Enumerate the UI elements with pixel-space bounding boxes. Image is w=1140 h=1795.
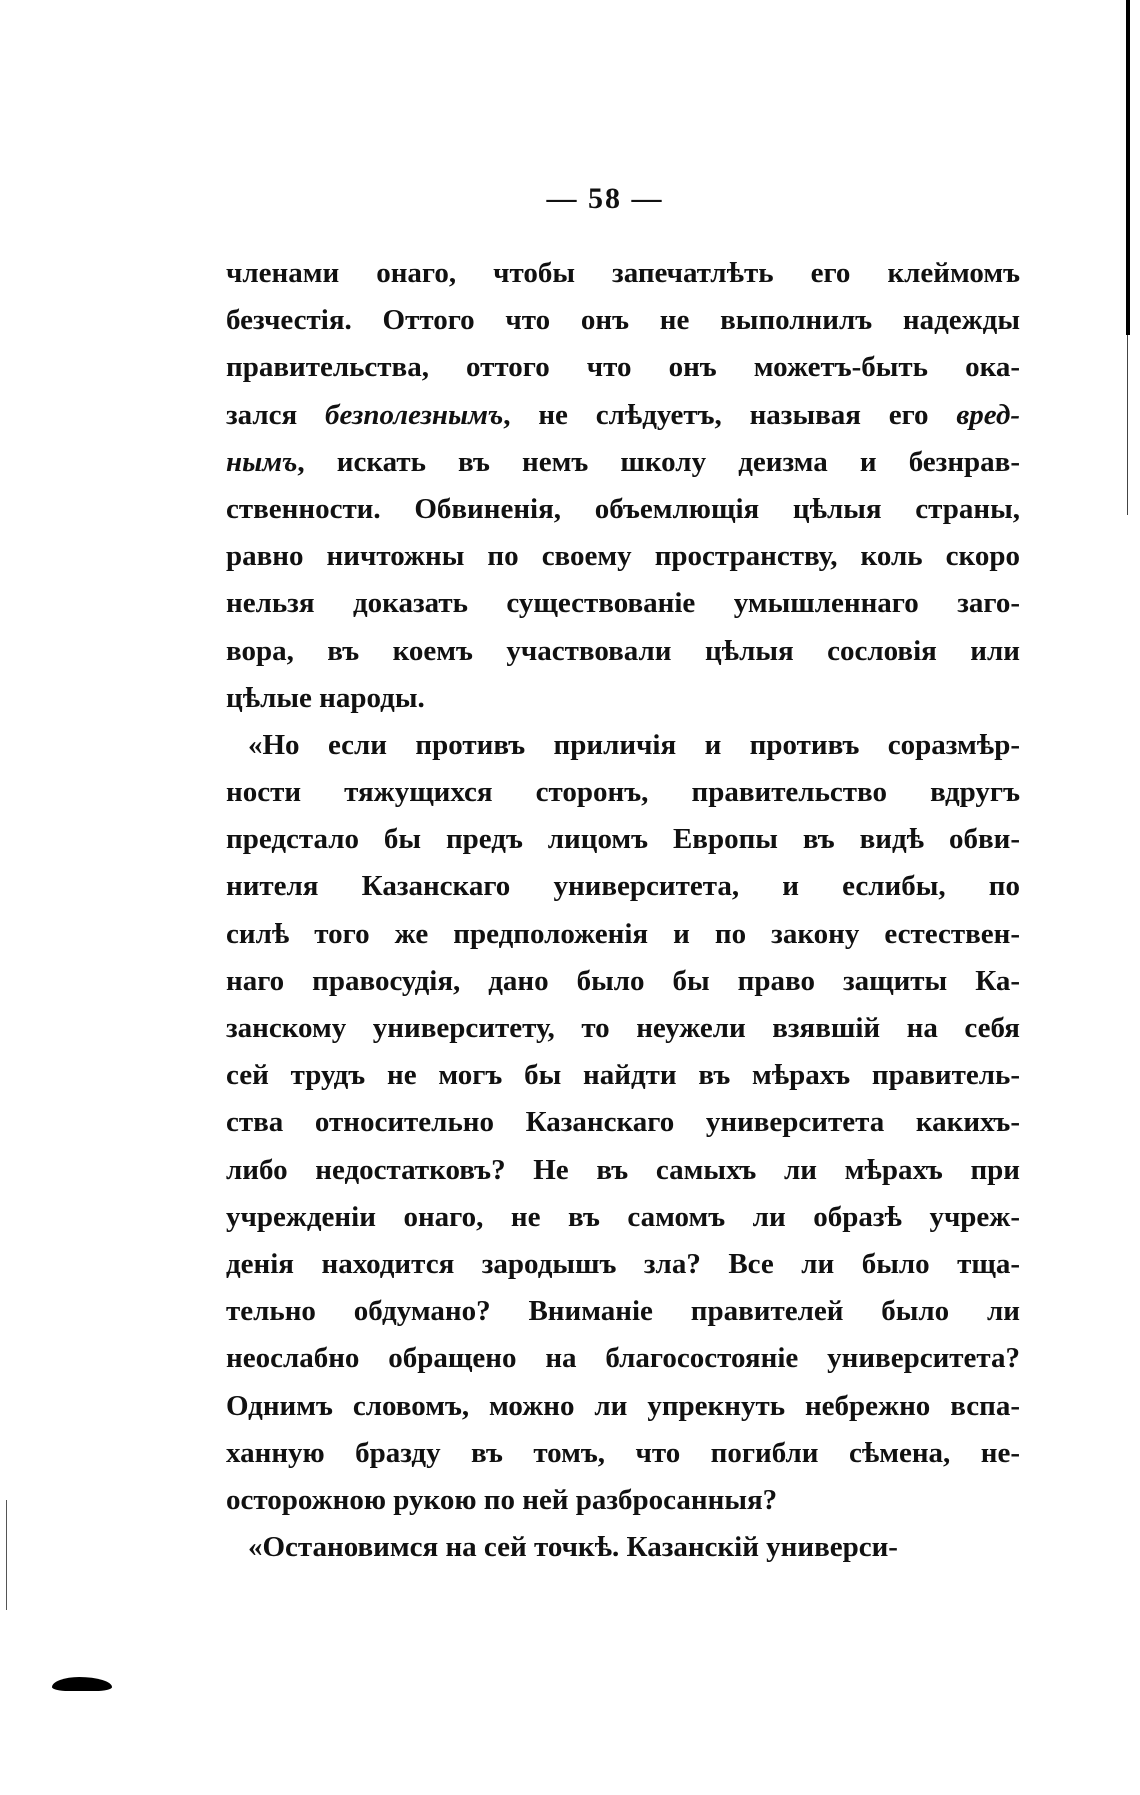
scan-edge-left <box>6 1500 7 1610</box>
text-line: нельзя доказать существованіе умышленнаго заго- <box>226 587 1020 620</box>
text-line: наго правосудія, дано было бы право защиты Ка- <box>226 964 1020 997</box>
text-line: неослабно обращено на благосостояніе университета? <box>226 1342 1020 1375</box>
italic-word: безполезнымъ <box>325 398 504 431</box>
text-line: Однимъ словомъ, можно ли упрекнуть небрежно вспа- <box>226 1389 1020 1422</box>
text-line: предстало бы предъ лицомъ Европы въ видѣ обви- <box>226 823 1020 856</box>
text-line: учрежденіи онаго, не въ самомъ ли образѣ учреж- <box>226 1200 1020 1233</box>
text-line: силѣ того же предположенія и по закону естествен- <box>226 917 1020 950</box>
text-line: «Остановимся на сей точкѣ. Казанскій универси- <box>248 1531 898 1564</box>
scan-edge-shadow-thin <box>1127 335 1128 515</box>
body-text <box>226 250 1020 1571</box>
text-line: цѣлые народы. <box>226 681 425 714</box>
text-line: «Но если противъ приличія и противъ соразмѣр- <box>248 728 1020 761</box>
scan-edge-shadow <box>1126 0 1130 335</box>
text-line: членами онаго, чтобы запечатлѣть его клеймомъ <box>226 257 1020 289</box>
text-line: правительства, оттого что онъ можетъ-быть ока- <box>226 351 1020 384</box>
text-line: тельно обдумано? Вниманіе правителей было ли <box>226 1295 1020 1328</box>
text-line: ности тяжущихся сторонъ, правительство вдругъ <box>226 776 1020 809</box>
italic-word: вред- <box>956 398 1020 431</box>
text-line: осторожною рукою по ней разбросанныя? <box>226 1483 778 1516</box>
text-line: вора, въ коемъ участвовали цѣлыя сословія или <box>226 634 1020 667</box>
text-line: нымъ, искать въ немъ школу деизма и безнрав- <box>226 445 1020 478</box>
text-line: ственности. Обвиненія, объемлющія цѣлыя страны, <box>226 492 1020 525</box>
text-line: безчестія. Оттого что онъ не выполнилъ надежды <box>226 304 1020 337</box>
text-line: равно ничтожны по своему пространству, коль скоро <box>226 540 1020 573</box>
text-line: зался безполезнымъ, не слѣдуетъ, называя его вред- <box>226 398 1020 431</box>
text-line: ханную бразду въ томъ, что погибли сѣмена, не- <box>226 1436 1020 1469</box>
text-line: ства относительно Казанскаго университета какихъ- <box>226 1106 1020 1139</box>
text-line: сей трудъ не могъ бы найдти въ мѣрахъ правитель- <box>226 1059 1020 1092</box>
text-line: нителя Казанскаго университета, и еслибы, по <box>226 870 1020 903</box>
text-line: занскому университету, то неужели взявшій на себя <box>226 1012 1020 1044</box>
text-line: либо недостатковъ? Не въ самыхъ ли мѣрахъ при <box>226 1153 1020 1186</box>
ink-blot <box>52 1677 112 1691</box>
text-line: денія находится зародышъ зла? Все ли было тща- <box>226 1247 1020 1280</box>
page-number: — 58 — <box>546 182 664 215</box>
italic-word: нымъ <box>226 445 298 478</box>
